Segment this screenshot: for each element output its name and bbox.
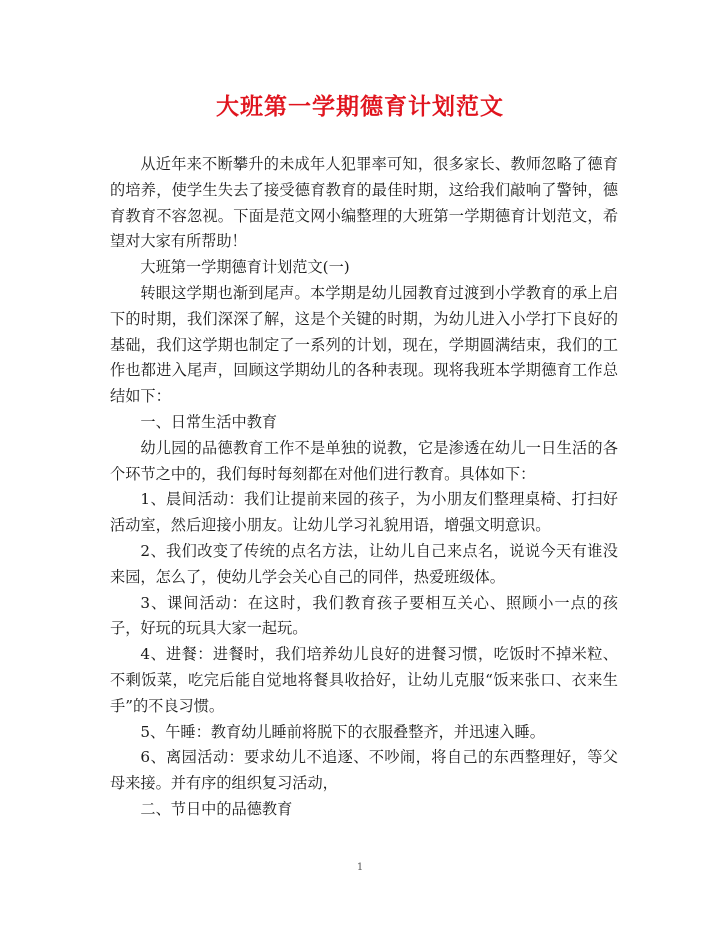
body-paragraph: 幼儿园的品德教育工作不是单独的说教，它是渗透在幼儿一日生活的各个环节之中的，我们每时每刻都在对他们进行教育。具体如下： bbox=[110, 438, 618, 483]
section-subtitle: 大班第一学期德育计划范文(一) bbox=[140, 258, 350, 277]
list-item: 2、我们改变了传统的点名方法，让幼儿自己来点名，说说今天有谁没来园，怎么了，使幼儿学会关心自己的同伴，热爱班级体。 bbox=[110, 541, 618, 586]
list-item: 4、进餐：进餐时，我们培养幼儿良好的进餐习惯，吃饭时不掉米粒、不剩饭菜，吃完后能自觉地将餐具收拾好，让幼儿克服“饭来张口、衣来生手”的不良习惯。 bbox=[110, 645, 618, 715]
body-paragraph: 转眼这学期也渐到尾声。本学期是幼儿园教育过渡到小学教育的承上启下的时期，我们深深了解，这是个关键的时期，为幼儿进入小学打下良好的基础，我们这学期也制定了一系列的计划，现在，学期圆满结束，我们的工作也都进入尾声，回顾这学期幼儿的各种表现。现将我班本学期德育工作总结如下： bbox=[110, 283, 618, 406]
document-title: 大班第一学期德育计划范文 bbox=[216, 93, 504, 120]
list-item: 5、午睡：教育幼儿睡前将脱下的衣服叠整齐，并迅速入睡。 bbox=[140, 722, 545, 741]
list-item: 3、课间活动：在这时，我们教育孩子要相互关心、照顾小一点的孩子，好玩的玩具大家一起玩。 bbox=[110, 593, 618, 638]
list-item: 1、晨间活动：我们让提前来园的孩子，为小朋友们整理桌椅、打扫好活动室，然后迎接小朋友。让幼儿学习礼貌用语，增强文明意识。 bbox=[110, 490, 618, 535]
intro-paragraph: 从近年来不断攀升的未成年人犯罪率可知，很多家长、教师忽略了德育的培养，使学生失去了接受德育教育的最佳时期，这给我们敲响了警钟，德育教育不容忽视。下面是范文网小编整理的大班第一学期德育计划范文，希望对大家有所帮助！ bbox=[110, 155, 618, 251]
section-heading: 二、节日中的品德教育 bbox=[140, 799, 293, 818]
page-number: 1 bbox=[356, 862, 364, 873]
document-body bbox=[110, 152, 618, 823]
section-heading: 一、日常生活中教育 bbox=[140, 412, 278, 431]
list-item: 6、离园活动：要求幼儿不追逐、不吵闹，将自己的东西整理好，等父母来接。并有序的组织复习活动， bbox=[110, 748, 618, 793]
